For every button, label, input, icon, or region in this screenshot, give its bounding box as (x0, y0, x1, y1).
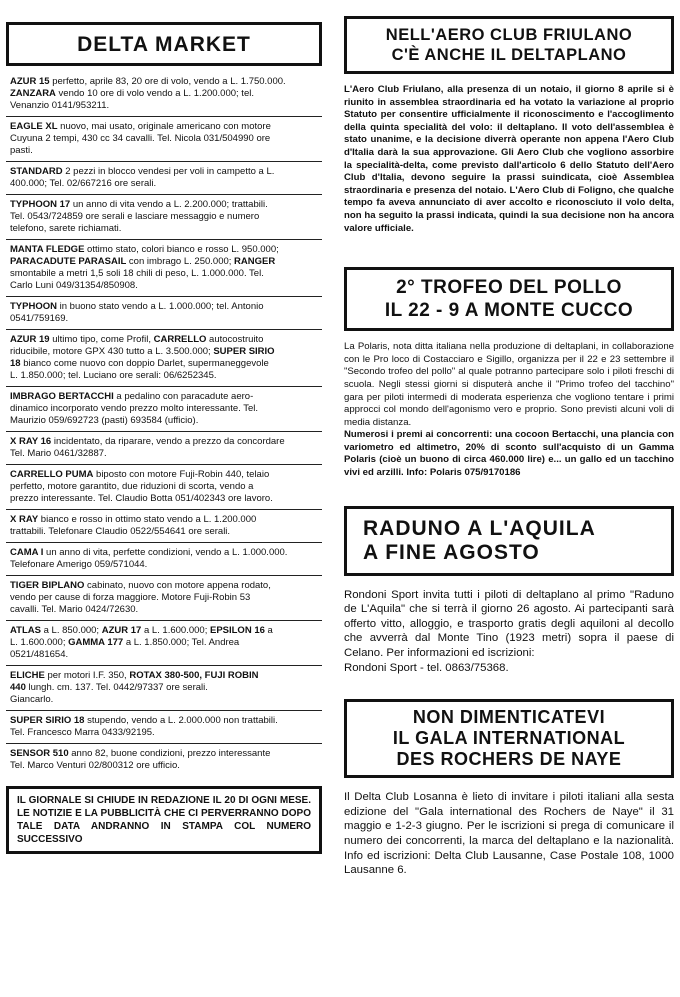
ad-line (10, 301, 320, 313)
ad-text: a (264, 625, 273, 636)
ad-item-name: AZUR 19 (10, 334, 50, 345)
ad-text: lungh. cm. 137. Tel. 0442/97337 ore serali. (25, 682, 208, 693)
aero-club-headline-line2: C'È ANCHE IL DELTAPLANO (391, 46, 627, 64)
delta-market-title: DELTA MARKET (6, 22, 322, 66)
ad-text: a pedalino con paracadute aero- (113, 391, 254, 402)
ad-line (10, 760, 320, 772)
ad-line (10, 526, 320, 538)
ad-text: Maurizio 059/692723 (pasti) 693584 (ufficio). (10, 415, 199, 426)
ad-line (10, 166, 320, 178)
aero-club-article (344, 84, 674, 235)
ad-line (10, 403, 320, 415)
ad-line (10, 145, 320, 157)
ad-text: perfetto, motore garantito, due riduzioni di scorta, vendo a (10, 481, 254, 492)
ad-item-name: 18 (10, 358, 21, 369)
ad-text: Tel. Francesco Marra 0433/92195. (10, 727, 155, 738)
ad-text: vendo per cause di forza maggiore. Motore Fuji-Robin 53 (10, 592, 251, 603)
raduno-article (344, 588, 674, 676)
ad-item-name: TYPHOON 17 (10, 199, 71, 210)
ad-text: Tel. Mario 0461/32887. (10, 448, 107, 459)
raduno-contact: Rondoni Sport - tel. 0863/75368. (344, 661, 509, 674)
ad-item-name: RANGER (234, 256, 276, 267)
ad-line (10, 121, 320, 133)
ad-item-name: 440 (10, 682, 26, 693)
trofeo-headline-line2: IL 22 - 9 A MONTE CUCCO (384, 300, 634, 322)
ad-text: Venanzio 0141/953211. (10, 100, 110, 111)
ad-item-name: EAGLE XL (10, 121, 58, 132)
classified-ad (6, 465, 322, 510)
ad-text: vendo 10 ore di volo vendo a L. 1.200.000; tel. (55, 88, 254, 99)
classified-ad (6, 330, 322, 387)
ad-text: un anno di vita vendo a L. 2.200.000; trattabili. (70, 199, 268, 210)
ad-line (10, 88, 320, 100)
ad-text: anno 82, buone condizioni, prezzo interessante (68, 748, 271, 759)
ad-line (10, 100, 320, 112)
gala-body: Il Delta Club Losanna è lieto di invitare i piloti italiani alla sesta edizione del "Gala international des Rochers de Naye" il 31 maggio e 1-2-3 giugno. Per le iscrizioni si prega di comunicare il numero dei concorrenti, la marca del deltaplano e la nazionalità. Info ed iscrizioni: Delta Club Lausanne, Case Postale 108, 1000 Lausanne 6. (344, 791, 674, 877)
ad-line (10, 211, 320, 223)
ad-text: pasti. (10, 145, 33, 156)
trofeo-prizes: Numerosi i premi ai concorrenti: una cocoon Bertacchi, una plancia con variometro ed altimetro, 20% di sconto sull'acquisto di un Gamma Polaris (cioè un buono di circa 460.000 lire) e... un gallo ed un tacchino vivi ed arzilli. Info: Polaris 075/9170186 (344, 429, 674, 479)
ad-text: a L. 1.600.000; (141, 625, 210, 636)
ad-item-name: X RAY 16 (10, 436, 52, 447)
ad-text: cabinato, nuovo con motore appena rodato, (84, 580, 271, 591)
ad-line (10, 280, 320, 292)
ad-line (10, 415, 320, 427)
classified-ad (6, 72, 322, 117)
classified-ad (6, 543, 322, 576)
ad-line (10, 268, 320, 280)
trofeo-body: La Polaris, nota ditta italiana nella produzione di deltaplani, in collaborazione con le Pro loco di Costacciaro e Sigillo, organizza per il 22 e 23 settembre il "Secondo trofeo del pollo" al quale potranno partecipare solo i piloti freschi di scuola. Negli stessi giorni si disputerà anche il "Primo trofeo del tacchino" gara per piloti intermedi di moderata esperienza che vogliono tentare i primi approcci col mondo dell'agonismo vero e proprio. Sono previsti alcuni voli di media distanza. (344, 341, 674, 428)
ad-line (10, 334, 320, 346)
aero-club-headline (344, 16, 674, 74)
ad-item-name: STANDARD (10, 166, 63, 177)
raduno-body: Rondoni Sport invita tutti i piloti di deltaplano al primo "Raduno de L'Aquila" che si terrà il giorno 26 agosto. Ai partecipanti sarà offerto vitto, alloggio, e trasporto gratis degli aquiloni al decollo che avverrà dal Monte Tino (1923 metri) sopra il paese di Celano. Per informazioni ed iscrizioni: (344, 588, 674, 660)
ad-text: riducibile, motore GPX 430 tutto a L. 3.500.000; (10, 346, 214, 357)
gala-headline-line2: IL GALA INTERNATIONAL (392, 728, 626, 749)
ad-line (10, 514, 320, 526)
ad-line (10, 559, 320, 571)
gala-headline-line1: NON DIMENTICATEVI (412, 707, 606, 728)
classified-ad (6, 711, 322, 744)
ad-text: a L. 850.000; (40, 625, 102, 636)
ad-line (10, 76, 320, 88)
ad-line (10, 133, 320, 145)
delta-market-column (6, 0, 322, 854)
ad-text: nuovo, mai usato, originale americano con motore (57, 121, 271, 132)
classified-ad (6, 621, 322, 666)
classified-ad (6, 162, 322, 195)
raduno-headline-line1: RADUNO A L'AQUILA (363, 516, 596, 540)
ad-item-name: MANTA FLEDGE (10, 244, 85, 255)
ad-text: biposto con motore Fuji-Robin 440, telaio (93, 469, 270, 480)
editorial-notice: IL GIORNALE SI CHIUDE IN REDAZIONE IL 20 DI OGNI MESE. LE NOTIZIE E LA PUBBLICITÀ CHE CI PERVERRANNO DOPO TALE DATA ANDRANNO IN STAMPA COL NUMERO SUCCESSIVO (6, 786, 322, 854)
classified-ads-list (6, 72, 322, 776)
ad-text: ultimo tipo, come Profil, (49, 334, 154, 345)
classified-ad (6, 387, 322, 432)
ad-item-name: ROTAX 380-500, FUJI ROBIN (129, 670, 259, 681)
ad-text: dinamico incorporato vendo prezzo molto interessante. Tel. (10, 403, 259, 414)
ad-item-name: CARRELLO PUMA (10, 469, 94, 480)
gala-headline-line3: DES ROCHERS DE NAYE (396, 749, 622, 770)
ad-line (10, 469, 320, 481)
ad-line (10, 199, 320, 211)
classified-ad (6, 744, 322, 776)
ad-text: Tel. Marco Venturi 02/800312 ore ufficio. (10, 760, 180, 771)
ad-text: smontabile a metri 1,5 soli 18 chili di peso, L. 1.000.000. Tel. (10, 268, 264, 279)
ad-text: trattabili. Telefonare Claudio 0522/554641 ore serali. (10, 526, 231, 537)
ad-item-name: AZUR 15 (10, 76, 50, 87)
ad-line (10, 178, 320, 190)
ad-line (10, 391, 320, 403)
aero-club-body: L'Aero Club Friulano, alla presenza di un notaio, il giorno 8 aprile si è riunito in assemblea straordinaria ed ha votato la variazione al proprio Statuto per consentire ufficialmente il riconoscimento e l'accoglimento della quinta specialità del volo: il deltaplano. Il voto dell'assemblea è stato unanime, e la decisione diverrà operante non appena l'Aero Club d'Italia darà la sua approvazione. Gli Aero Club che vogliono assorbire la specialità-delta, come previsto dall'articolo 6 dello Statuto dell'Aero Club d'Italia, devono seguire la prassi suindicata, cioè Assemblea straordinaria e presenza del notaio. L'Aero Club di Foligno, che qualche tempo fa aveva annunciato di aver accolto e riconosciuto il volo delta, non ha seguito la prassi indicata, quindi la sua decisione non ha ancora valore ufficiale. (344, 84, 674, 234)
ad-line (10, 625, 320, 637)
ad-item-name: SUPER SIRIO (213, 346, 275, 357)
ad-text: in buono stato vendo a L. 1.000.000; tel. Antonio (56, 301, 264, 312)
ad-line (10, 604, 320, 616)
classified-ad (6, 117, 322, 162)
ad-line (10, 547, 320, 559)
trofeo-article (344, 341, 674, 480)
ad-item-name: EPSILON 16 (209, 625, 265, 636)
ad-text: telefono, sarete richiamati. (10, 223, 122, 234)
ad-line (10, 313, 320, 325)
ad-text: ottimo stato, colori bianco e rosso L. 950.000; (84, 244, 279, 255)
ad-item-name: ZANZARA (10, 88, 56, 99)
ad-line (10, 436, 320, 448)
ad-line (10, 592, 320, 604)
ad-text: L. 1.600.000; (10, 637, 69, 648)
ad-text: cavalli. Tel. Mario 0424/72630. (10, 604, 139, 615)
ad-item-name: X RAY (10, 514, 39, 525)
ad-text: 0521/481654. (10, 649, 69, 660)
ad-text: 400.000; Tel. 02/667216 ore serali. (10, 178, 157, 189)
ad-line (10, 694, 320, 706)
ad-text: prezzo interessante. Tel. Claudio Botta 051/402343 ore lavoro. (10, 493, 273, 504)
raduno-headline (344, 506, 674, 576)
classified-ad (6, 195, 322, 240)
classified-ad (6, 666, 322, 711)
ad-line (10, 580, 320, 592)
ad-line (10, 715, 320, 727)
ad-item-name: PARACADUTE PARASAIL (10, 256, 127, 267)
ad-text: stupendo, vendo a L. 2.000.000 non trattabili. (84, 715, 278, 726)
ad-line (10, 223, 320, 235)
ad-text: un anno di vita, perfette condizioni, vendo a L. 1.000.000. (43, 547, 288, 558)
trofeo-headline-line1: 2° TROFEO DEL POLLO (396, 277, 622, 299)
ad-item-name: CAMA I (10, 547, 44, 558)
ad-text: bianco come nuovo con doppio Darlet, supermaneggevole (20, 358, 269, 369)
ad-line (10, 448, 320, 460)
ad-line (10, 370, 320, 382)
ad-text: perfetto, aprile 83, 20 ore di volo, vendo a L. 1.750.000. (49, 76, 286, 87)
ad-line (10, 481, 320, 493)
ad-text: con imbrago L. 250.000; (126, 256, 235, 267)
ad-text: 2 pezzi in blocco vendesi per voli in campetto a L. (62, 166, 275, 177)
raduno-headline-line2: A FINE AGOSTO (363, 540, 540, 564)
ad-line (10, 670, 320, 682)
ad-text: Carlo Luni 049/31354/850908. (10, 280, 138, 291)
ad-line (10, 244, 320, 256)
ad-text: L. 1.850.000; tel. Luciano ore serali: 06/6252345. (10, 370, 217, 381)
ad-text: Telefonare Amerigo 059/571044. (10, 559, 148, 570)
ad-text: bianco e rosso in ottimo stato vendo a L. 1.200.000 (38, 514, 257, 525)
ad-line (10, 493, 320, 505)
ad-item-name: TYPHOON (10, 301, 57, 312)
ad-text: Cuyuna 2 tempi, 430 cc 34 cavalli. Tel. Nicola 031/504990 ore (10, 133, 271, 144)
classified-ad (6, 576, 322, 621)
ad-text: incidentato, da riparare, vendo a prezzo da concordare (51, 436, 285, 447)
ad-line (10, 358, 320, 370)
gala-article (344, 790, 674, 878)
ad-item-name: CARRELLO (153, 334, 207, 345)
ad-item-name: SENSOR 510 (10, 748, 69, 759)
classified-ad (6, 240, 322, 297)
ad-item-name: ELICHE (10, 670, 45, 681)
ad-item-name: SUPER SIRIO 18 (10, 715, 85, 726)
ad-line (10, 346, 320, 358)
ad-item-name: IMBRAGO BERTACCHI (10, 391, 114, 402)
ad-item-name: AZUR 17 (101, 625, 142, 636)
ad-item-name: ATLAS (10, 625, 41, 636)
trofeo-headline (344, 267, 674, 331)
ad-text: autocostruito (206, 334, 264, 345)
ad-item-name: GAMMA 177 (68, 637, 124, 648)
ad-line (10, 637, 320, 649)
gala-headline (344, 699, 674, 778)
classified-ad (6, 510, 322, 543)
ad-line (10, 682, 320, 694)
news-column (344, 0, 674, 878)
ad-line (10, 748, 320, 760)
ad-text: per motori I.F. 350, (44, 670, 130, 681)
ad-line (10, 649, 320, 661)
ad-text: Tel. 0543/724859 ore serali e lasciare messaggio e numero (10, 211, 260, 222)
classified-ad (6, 432, 322, 465)
ad-line (10, 727, 320, 739)
ad-text: Giancarlo. (10, 694, 54, 705)
aero-club-headline-line1: NELL'AERO CLUB FRIULANO (385, 26, 633, 44)
ad-item-name: TIGER BIPLANO (10, 580, 85, 591)
classified-ad (6, 297, 322, 330)
ad-line (10, 256, 320, 268)
ad-text: 0541/759169. (10, 313, 69, 324)
ad-text: a L. 1.850.000; Tel. Andrea (123, 637, 240, 648)
